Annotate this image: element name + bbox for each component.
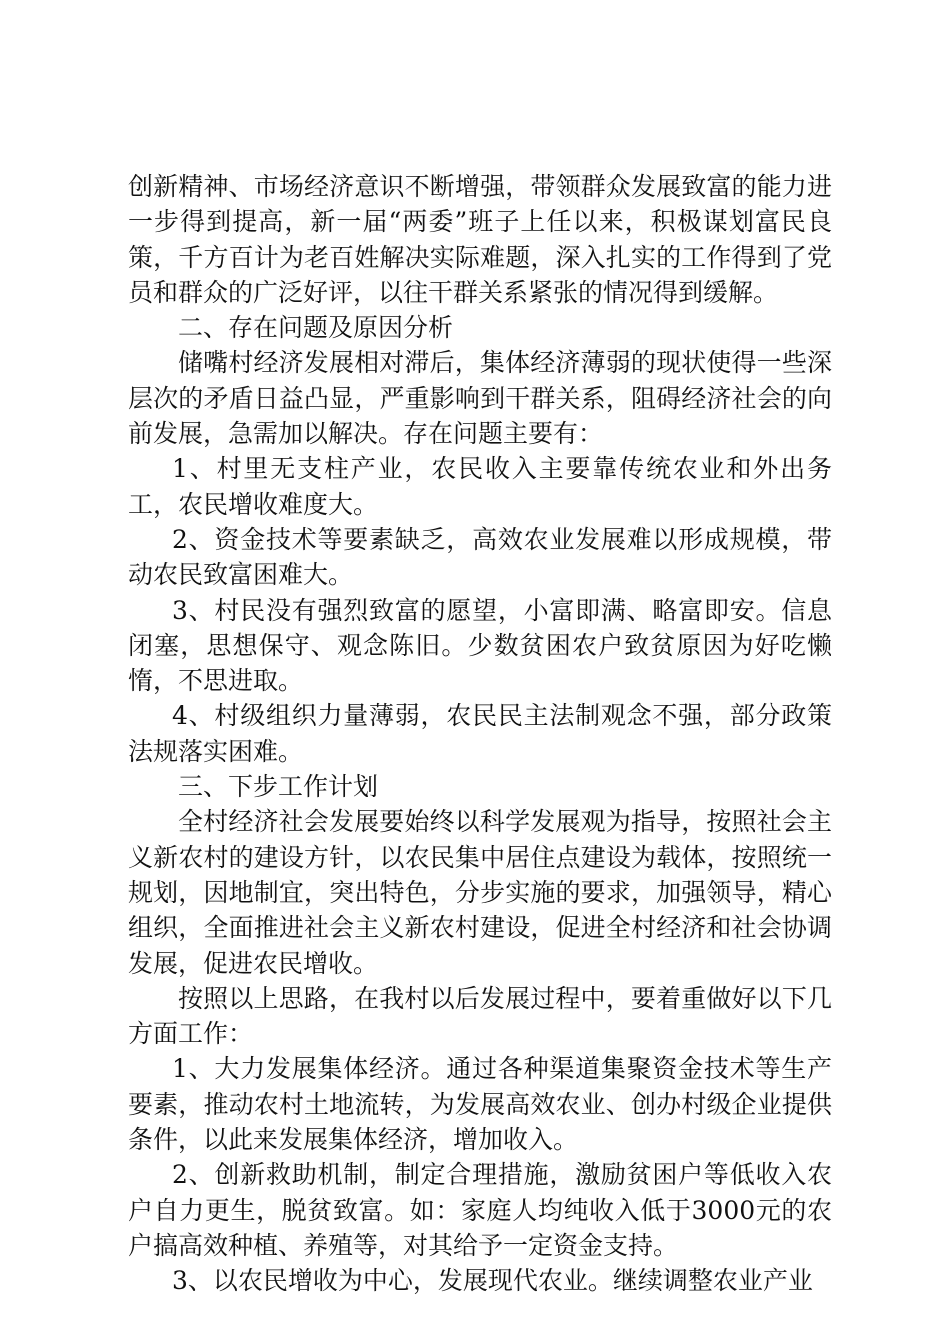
problem-item-3: 3、村民没有强烈致富的愿望，小富即满、略富即安。信息闭塞，思想保守、观念陈旧。少数贫困农户致贫原因为好吃懒惰，不思进取。 <box>128 595 832 696</box>
paragraph-problems-intro: 储嘴村经济发展相对滞后，集体经济薄弱的现状使得一些深层次的矛盾日益凸显，严重影响到干群关系，阻碍经济社会的向前发展，急需加以解决。存在问题主要有： <box>128 348 832 449</box>
problem-item-1: 1、村里无支柱产业，农民收入主要靠传统农业和外出务工，农民增收难度大。 <box>128 454 832 519</box>
section-heading-plan: 三、下步工作计划 <box>178 772 379 802</box>
plan-item-1: 1、大力发展集体经济。通过各种渠道集聚资金技术等生产要素，推动农村土地流转，为发展高效农业、创办村级企业提供条件，以此来发展集体经济，增加收入。 <box>128 1054 832 1155</box>
paragraph-continuation: 创新精神、市场经济意识不断增强，带领群众发展致富的能力进一步得到提高，新一届“两委”班子上任以来，积极谋划富民良策，千方百计为老百姓解决实际难题，深入扎实的工作得到了党员和群众的广泛好评，以往干群关系紧张的情况得到缓解。 <box>128 172 832 307</box>
problem-item-4: 4、村级组织力量薄弱，农民民主法制观念不强，部分政策法规落实困难。 <box>128 701 832 766</box>
problem-item-2: 2、资金技术等要素缺乏，高效农业发展难以形成规模，带动农民致富困难大。 <box>128 524 832 590</box>
paragraph-plan-focus: 按照以上思路，在我村以后发展过程中，要着重做好以下几方面工作： <box>128 983 832 1049</box>
plan-item-3: 3、以农民增收为中心，发展现代农业。继续调整农业产业 <box>172 1266 813 1296</box>
paragraph-plan-intro: 全村经济社会发展要始终以科学发展观为指导，按照社会主义新农村的建设方针，以农民集中居住点建设为载体，按照统一规划，因地制宜，突出特色，分步实施的要求，加强领导，精心组织，全面推进社会主义新农村建设，促进全村经济和社会协调发展，促进农民增收。 <box>128 807 832 978</box>
plan-item-2: 2、创新救助机制，制定合理措施，激励贫困户等低收入农户自力更生，脱贫致富。如：家庭人均纯收入低于3000元的农户搞高效种植、养殖等，对其给予一定资金支持。 <box>128 1160 832 1260</box>
document-body <box>128 169 832 1299</box>
section-heading-problems: 二、存在问题及原因分析 <box>178 313 454 343</box>
